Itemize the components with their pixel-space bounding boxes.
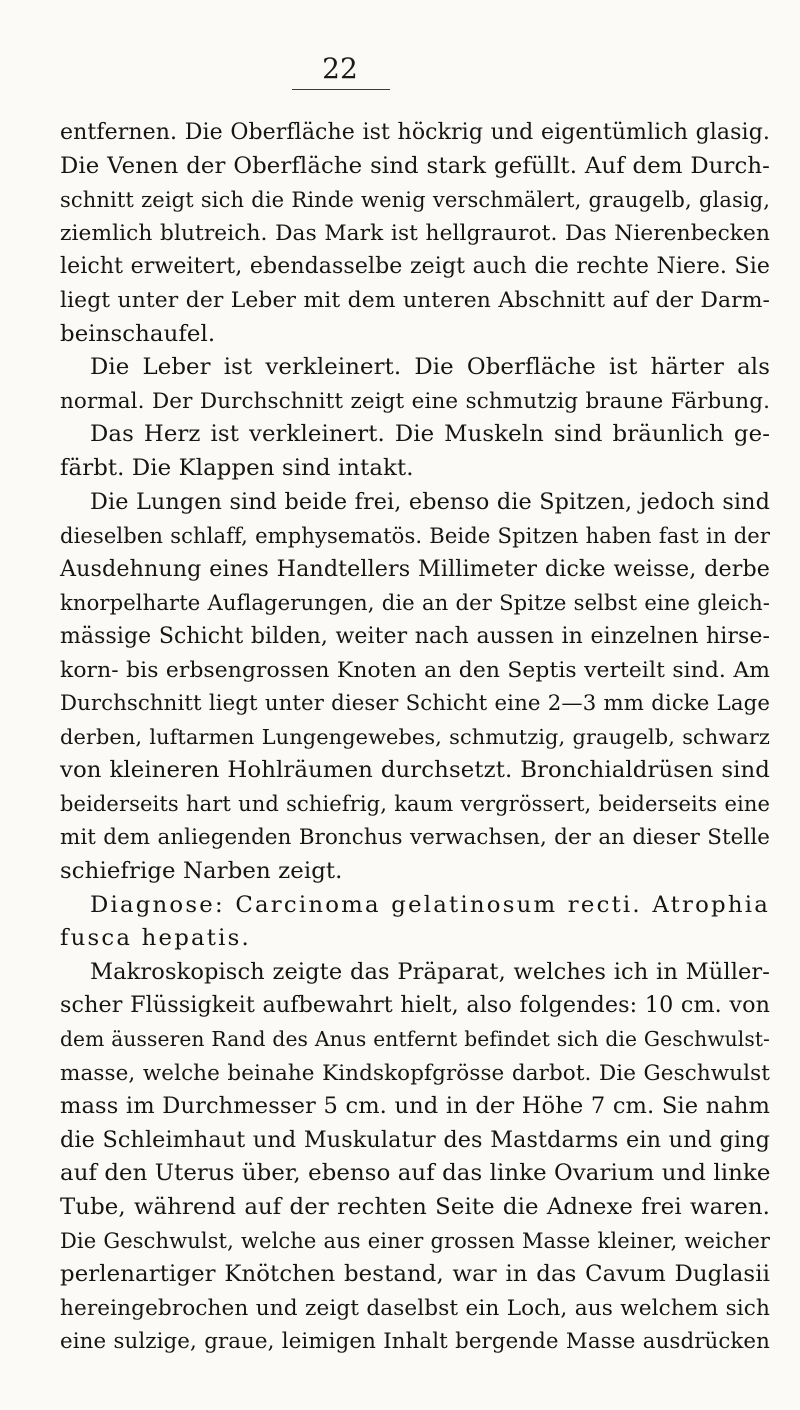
text-line: die Schleimhaut und Muskulatur des Mastdarms ein und ging — [60, 1126, 770, 1153]
text-line: Durchschnitt liegt unter dieser Schicht eine 2—3 mm dicke Lage — [60, 691, 770, 717]
text-line: Das Herz ist verkleinert. Die Muskeln sind bräunlich ge- — [90, 421, 770, 448]
text-line: perlenartiger Knötchen bestand, war in das Cavum Duglasii — [60, 1261, 770, 1288]
diagnosis-line: Diagnose: Carcinoma gelatinosum recti. Atrophia — [90, 891, 770, 918]
text-line: beinschaufel. — [60, 320, 216, 347]
body-text — [60, 116, 770, 1359]
text-line: Die Leber ist verkleinert. Die Oberfläche ist härter als — [90, 354, 770, 381]
text-line: färbt. Die Klappen sind intakt. — [60, 454, 414, 481]
text-line: mit dem anliegenden Bronchus verwachsen, der an dieser Stelle — [60, 825, 770, 851]
text-line: ziemlich blutreich. Das Mark ist hellgraurot. Das Nierenbecken — [60, 220, 770, 246]
page-number: 22 — [322, 52, 358, 85]
text-line: mässige Schicht bilden, weiter nach aussen in einzelnen hirse- — [60, 623, 770, 649]
text-line: beiderseits hart und schiefrig, kaum vergrössert, beiderseits eine — [60, 791, 770, 816]
text-line: derben, luftarmen Lungengewebes, schmutzig, graugelb, schwarz — [60, 724, 770, 749]
text-line: Die Geschwulst, welche aus einer grossen Masse kleiner, weicher — [60, 1228, 770, 1253]
page-number-rule — [292, 89, 390, 90]
text-line: masse, welche beinahe Kindskopfgrösse darbot. Die Geschwulst — [60, 1060, 770, 1086]
text-line: Ausdehnung eines Handtellers Millimeter dicke weisse, derbe — [60, 555, 770, 582]
text-line: mass im Durchmesser 5 cm. und in der Höhe 7 cm. Sie nahm — [60, 1093, 770, 1120]
text-line: korn- bis erbsengrossen Knoten an den Septis verteilt sind. Am — [60, 657, 770, 683]
text-line: eine sulzige, graue, leimigen Inhalt bergende Masse ausdrücken — [60, 1329, 770, 1355]
text-line: entfernen. Die Oberfläche ist höckrig und eigentümlich glasig. — [60, 120, 770, 145]
diagnosis-line: fusca hepatis. — [60, 925, 251, 952]
text-line: Tube, während auf der rechten Seite die Adnexe frei waren. — [60, 1194, 770, 1220]
text-line: liegt unter der Leber mit dem unteren Abschnitt auf der Darm- — [60, 287, 770, 313]
text-line: Die Lungen sind beide frei, ebenso die Spitzen, jedoch sind — [90, 488, 770, 515]
text-line: schiefrige Narben zeigt. — [60, 858, 343, 885]
text-line: leicht erweitert, ebendasselbe zeigt auch die rechte Niere. Sie — [60, 254, 770, 280]
text-line: normal. Der Durchschnitt zeigt eine schmutzig braune Färbung. — [60, 388, 770, 414]
text-line: schnitt zeigt sich die Rinde wenig verschmälert, graugelb, glasig, — [60, 187, 770, 213]
text-line: Makroskopisch zeigte das Präparat, welches ich in Müller- — [90, 958, 770, 985]
text-line: knorpelharte Auflagerungen, die an der Spitze selbst eine gleich- — [60, 590, 770, 616]
text-line: auf den Uterus über, ebenso auf das linke Ovarium und linke — [60, 1160, 771, 1187]
text-line: von kleineren Hohlräumen durchsetzt. Bronchialdrüsen sind — [60, 757, 770, 784]
text-line: scher Flüssigkeit aufbewahrt hielt, also folgendes: 10 cm. von — [60, 992, 770, 1019]
text-line: dieselben schlaff, emphysematös. Beide Spitzen haben fast in der — [60, 523, 770, 549]
text-line: hereingebrochen und zeigt daselbst ein Loch, aus welchem sich — [60, 1295, 770, 1321]
text-line: dem äusseren Rand des Anus entfernt befindet sich die Geschwulst- — [60, 1027, 770, 1052]
text-line: Die Venen der Oberfläche sind stark gefüllt. Auf dem Durch- — [60, 152, 770, 179]
